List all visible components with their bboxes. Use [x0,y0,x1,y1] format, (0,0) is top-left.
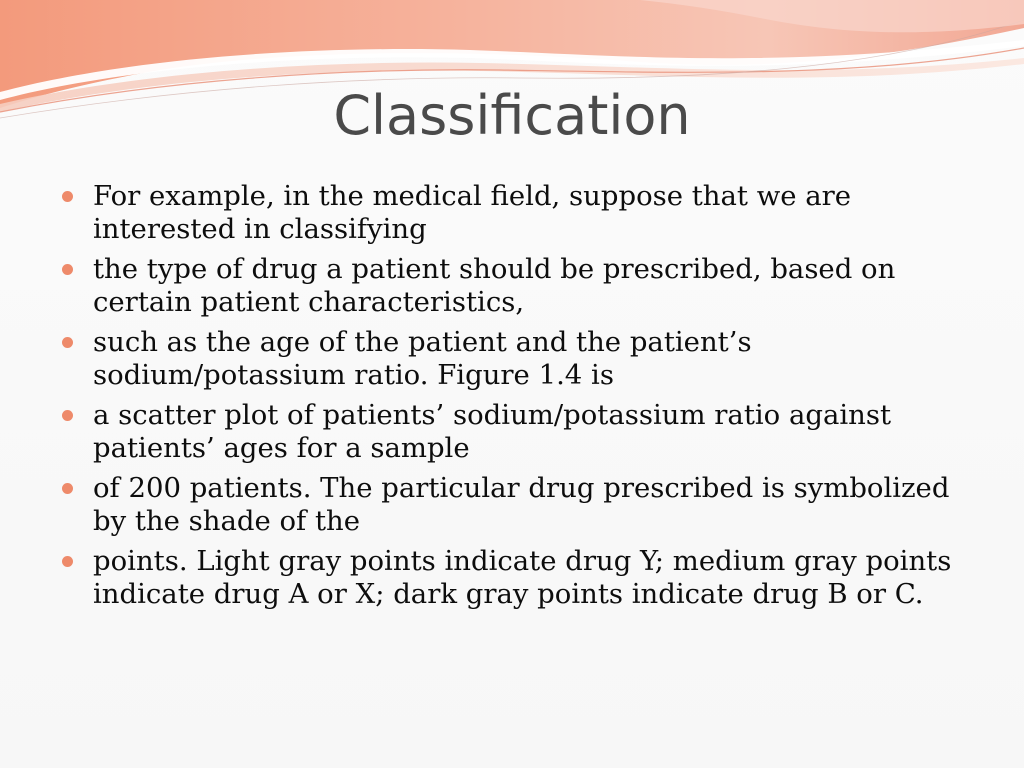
bullet-item [62,180,962,245]
bullet-list [62,180,962,618]
bullet-text: points. Light gray points indicate drug Y; medium gray points indicate drug A or X; dark gray points indicate drug B or C. [93,545,952,610]
bullet-dot-icon [62,337,73,348]
bullet-text: a scatter plot of patients’ sodium/potassium ratio against patients’ ages for a sample [93,399,892,464]
slide-title: Classification [333,84,691,147]
bullet-item [62,399,962,464]
bullet-item [62,545,962,610]
bullet-dot-icon [62,191,73,202]
bullet-item [62,326,962,391]
bullet-dot-icon [62,556,73,567]
bullet-dot-icon [62,264,73,275]
bullet-dot-icon [62,410,73,421]
bullet-dot-icon [62,483,73,494]
bullet-text: such as the age of the patient and the patient’s sodium/potassium ratio. Figure 1.4 is [93,326,752,391]
bullet-item [62,253,962,318]
bullet-text: of 200 patients. The particular drug prescribed is symbolized by the shade of the [93,472,950,537]
bullet-item [62,472,962,537]
bullet-text: For example, in the medical field, suppose that we are interested in classifying [93,180,852,245]
bullet-text: the type of drug a patient should be prescribed, based on certain patient characteristics, [93,253,896,318]
